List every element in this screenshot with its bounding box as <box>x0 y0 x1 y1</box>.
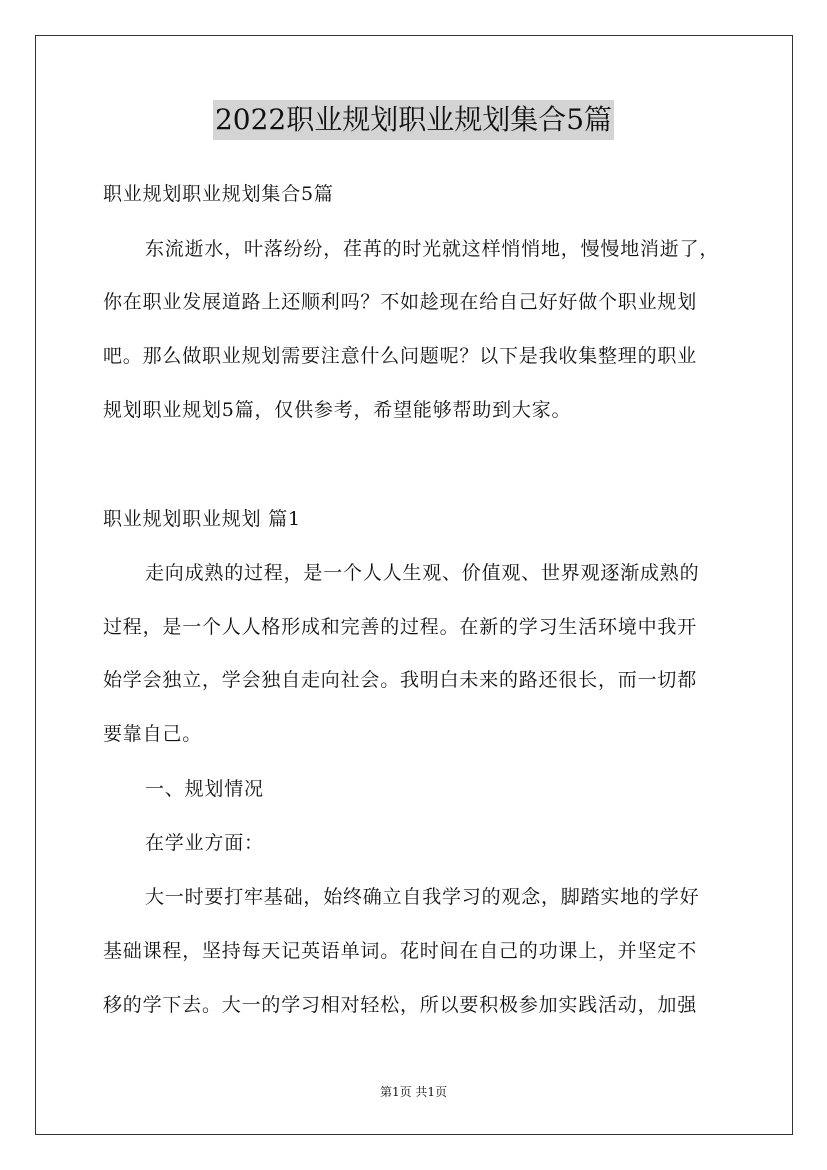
document-title: 2022职业规划职业规划集合5篇 <box>213 100 614 140</box>
para1-line-2: 过程，是一个人人格形成和完善的过程。在新的学习生活环境中我开 <box>103 616 698 638</box>
intro-line-1: 东流逝水，叶落纷纷，荏苒的时光就这样悄悄地，慢慢地消逝了， <box>145 238 720 260</box>
intro-line-2: 你在职业发展道路上还顺利吗？不如趁现在给自己好好做个职业规划 <box>103 291 698 313</box>
para1-line-3: 始学会独立，学会独自走向社会。我明白未来的路还很长，而一切都 <box>103 669 698 691</box>
document-subtitle: 职业规划职业规划集合5篇 <box>103 183 334 205</box>
intro-line-4: 规划职业规划5篇，仅供参考，希望能够帮助到大家。 <box>103 399 572 421</box>
para2-line-3: 移的学下去。大一的学习相对轻松，所以要积极参加实践活动，加强 <box>103 994 698 1016</box>
para1-line-4: 要靠自己。 <box>103 723 203 745</box>
section-heading: 职业规划职业规划 篇1 <box>103 508 301 530</box>
title-container <box>0 100 827 140</box>
page-footer: 第1页 共1页 <box>379 1085 448 1099</box>
intro-line-3: 吧。那么做职业规划需要注意什么问题呢？以下是我收集整理的职业 <box>103 345 698 367</box>
para2-line-1: 大一时要打牢基础，始终确立自我学习的观念，脚踏实地的学好 <box>145 886 700 908</box>
subheading-academics: 在学业方面： <box>145 832 264 854</box>
para2-line-2: 基础课程，坚持每天记英语单词。花时间在自己的功课上，并坚定不 <box>103 940 698 962</box>
para1-line-1: 走向成熟的过程，是一个人人生观、价值观、世界观逐渐成熟的 <box>145 562 700 584</box>
subheading-plan-status: 一、规划情况 <box>145 778 264 800</box>
